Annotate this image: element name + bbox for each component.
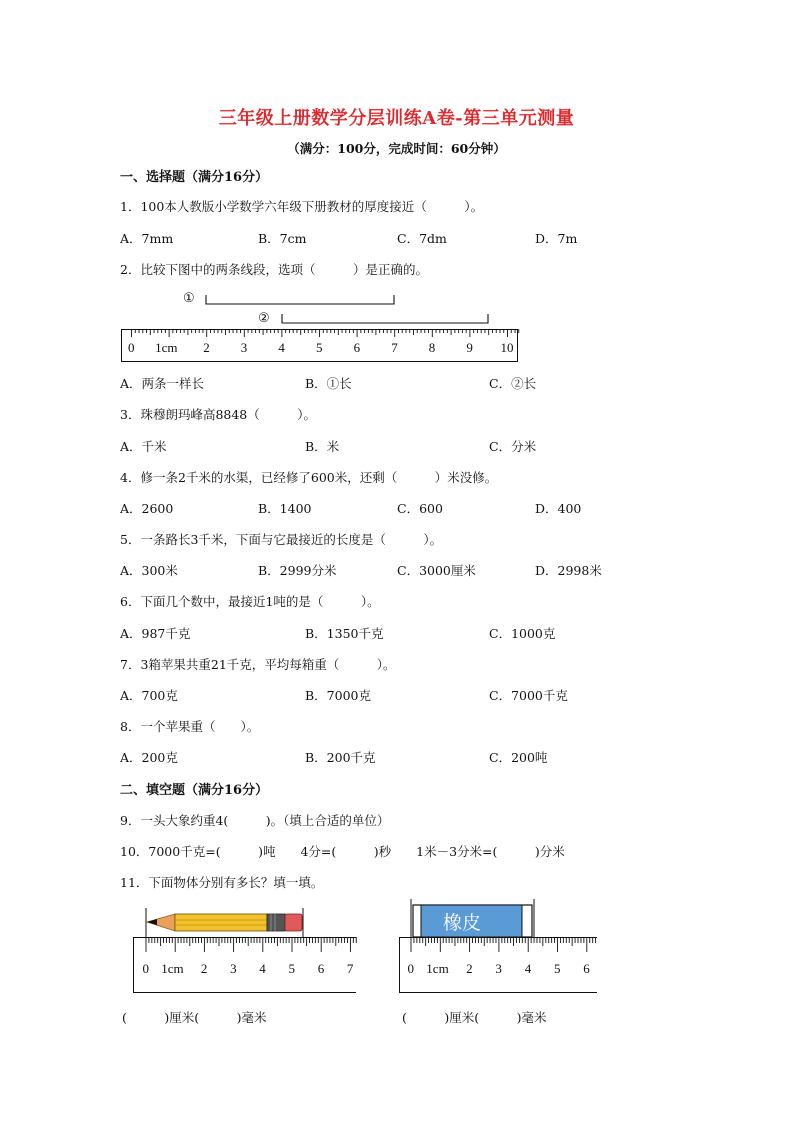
segment-2-marker: ② (258, 311, 270, 326)
question-6: 6．下面几个数中，最接近1吨的是（ ）。 (120, 594, 380, 609)
ruler-tick-label: 5 (316, 340, 323, 355)
q3-option-c: C．分米 (489, 439, 537, 454)
ruler-tick-label: 4 (259, 961, 266, 976)
section-heading-fill-blank: 二、填空题（满分16分） (120, 783, 269, 798)
ruler-tick-label: 10 (500, 340, 514, 355)
q6-option-c: C．1000克 (489, 626, 556, 641)
ruler-tick-label: 4 (524, 961, 532, 976)
q4-option-c: C．600 (397, 501, 443, 516)
q1-option-b: B．7cm (258, 231, 307, 246)
q7-option-c: C．7000千克 (489, 688, 568, 703)
q5-option-b: B．2999分米 (258, 563, 337, 578)
ruler-tick-label: 7 (391, 340, 398, 355)
eraser-answer-line: ( )厘米( )毫米 (402, 1010, 547, 1025)
q8-option-b: B．200千克 (305, 750, 376, 765)
page-title: 三年级上册数学分层训练A卷-第三单元测量 (218, 108, 575, 129)
ruler-tick-label: 2 (466, 961, 473, 976)
q5-option-c: C．3000厘米 (397, 563, 476, 578)
question-9: 9．一头大象约重4( )。（填上合适的单位） (120, 813, 390, 828)
question-5: 5．一条路长3千米，下面与它最接近的长度是（ ）。 (120, 532, 443, 547)
question-3: 3．珠穆朗玛峰高8848（ ）。 (120, 407, 317, 422)
ruler-tick-label: 1cm (161, 961, 184, 976)
q6-option-b: B．1350千克 (305, 626, 384, 641)
question-11: 11．下面物体分别有多长？填一填。 (120, 875, 324, 890)
ruler-tick-label: 8 (428, 340, 436, 355)
ruler-tick-label: 2 (203, 340, 210, 355)
question-4: 4．修一条2千米的水渠，已经修了600米，还剩（ ）米没修。 (120, 470, 498, 485)
ruler-tick-label: 0 (407, 961, 414, 976)
ruler-tick-label: 6 (353, 340, 361, 355)
question-10: 10．7000千克=( )吨 4分=( )秒 1米－3分米=( )分米 (120, 844, 565, 859)
segment-1-marker: ① (183, 291, 195, 306)
ruler-tick-label: 0 (128, 340, 135, 355)
q4-option-d: D．400 (535, 501, 582, 516)
ruler-tick-label: 0 (142, 961, 149, 976)
ruler-tick-label: 3 (230, 961, 237, 976)
q1-option-d: D．7m (535, 231, 578, 246)
question-1: 1．100本人教版小学数学六年级下册教材的厚度接近（ ）。 (120, 199, 484, 214)
ruler-tick-label: 3 (495, 961, 502, 976)
question-7: 7．3箱苹果共重21千克，平均每箱重（ ）。 (120, 657, 396, 672)
ruler-tick-label: 1cm (426, 961, 449, 976)
ruler-tick-label: 5 (554, 961, 561, 976)
ruler-tick-label: 2 (200, 961, 208, 976)
q1-option-a: A．7mm (120, 231, 174, 246)
eraser-label: 橡皮 (443, 912, 482, 934)
q2-option-b: B．①长 (305, 376, 352, 391)
question-2: 2．比较下图中的两条线段，选项（ ）是正确的。 (120, 262, 428, 277)
ruler-tick-label: 5 (288, 961, 295, 976)
q3-option-a: A．千米 (120, 439, 167, 454)
q4-option-a: A．2600 (120, 501, 174, 516)
q8-option-a: A．200克 (120, 750, 178, 765)
ruler-tick-label: 6 (583, 961, 590, 976)
q7-option-b: B．7000克 (305, 688, 371, 703)
ruler-tick-label: 7 (346, 961, 354, 976)
section-heading-choice: 一、选择题（满分16分） (120, 170, 269, 185)
q2-option-c: C．②长 (489, 376, 537, 391)
page-subtitle: （满分：100分，完成时间：60分钟） (287, 141, 506, 156)
q2-option-a: A．两条一样长 (120, 376, 205, 391)
ruler-tick-label: 6 (317, 961, 325, 976)
q4-option-b: B．1400 (258, 501, 312, 516)
q1-option-c: C．7dm (397, 231, 447, 246)
q5-option-a: A．300米 (120, 563, 178, 578)
q8-option-c: C．200吨 (489, 750, 548, 765)
question-8: 8．一个苹果重（ ）。 (120, 719, 260, 734)
q7-option-a: A．700克 (120, 688, 178, 703)
q6-option-a: A．987千克 (120, 626, 191, 641)
q5-option-d: D．2998米 (535, 563, 602, 578)
ruler-tick-label: 9 (466, 340, 473, 355)
q3-option-b: B．米 (305, 439, 340, 454)
ruler-tick-label: 1cm (155, 340, 178, 355)
ruler-tick-label: 3 (240, 340, 248, 355)
pencil-answer-line: ( )厘米( )毫米 (122, 1010, 267, 1025)
ruler-tick-label: 4 (278, 340, 285, 355)
